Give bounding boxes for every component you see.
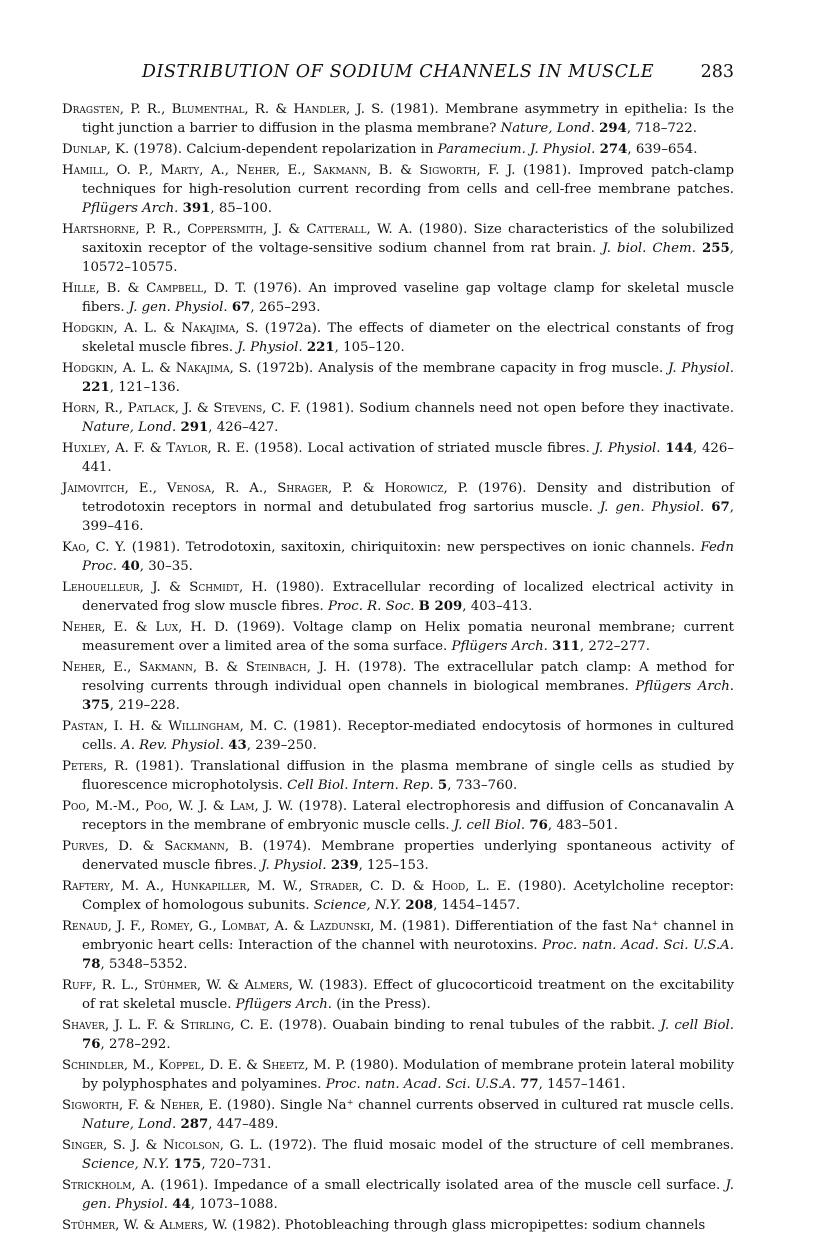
reference-year: (1981).: [128, 759, 191, 774]
reference-journal: Cell Biol. Intern. Rep.: [287, 778, 434, 793]
page-header: [62, 62, 734, 92]
reference-volume: 77: [520, 1077, 539, 1092]
reference-title: The effects of diameter on the electrical constants of frog skeletal muscle fibres.: [82, 321, 734, 355]
reference-pages: , 85–100.: [210, 201, 273, 216]
reference-entry: [62, 439, 734, 477]
reference-journal: Nature, Lond.: [82, 420, 177, 435]
reference-volume: 208: [405, 898, 434, 913]
reference-authors: Huxley, A. F. & Taylor, R. E.: [62, 441, 250, 456]
reference-year: (1972b).: [251, 361, 319, 376]
reference-title: Extracellular recording of localized electrical activity in denervated frog slow muscle fibres.: [82, 580, 734, 614]
reference-pages: , 483–501.: [547, 818, 618, 833]
reference-volume: 255: [702, 241, 730, 256]
reference-year: (1980).: [222, 1098, 280, 1113]
reference-journal: Nature, Lond.: [500, 121, 595, 136]
running-title: DISTRIBUTION OF SODIUM CHANNELS IN MUSCLE: [141, 62, 655, 82]
reference-pages: , 30–35.: [139, 559, 193, 574]
reference-pages: , 1454–1457.: [433, 898, 521, 913]
reference-journal: J. gen. Physiol.: [599, 500, 705, 515]
reference-title: Size characteristics of the solubilized saxitoxin receptor of the voltage-sensitive sodium channel from rat brain.: [82, 222, 734, 256]
reference-entry: [62, 1136, 734, 1174]
reference-journal: J. Physiol.: [261, 858, 327, 873]
reference-authors: Neher, E., Sakmann, B. & Steinbach, J. H.: [62, 660, 351, 675]
reference-title: Translational diffusion in the plasma membrane of single cells as studied by fluorescence microphotolysis.: [82, 759, 734, 793]
reference-title: Membrane properties underlying spontaneous activity of denervated muscle fibres.: [82, 839, 734, 873]
reference-volume: 287: [180, 1117, 209, 1132]
reference-authors: Neher, E. & Lux, H. D.: [62, 620, 229, 635]
reference-title: The fluid mosaic model of the structure of cell membranes.: [322, 1138, 734, 1153]
reference-pages: (in the Press).: [332, 997, 431, 1012]
reference-volume: 78: [82, 957, 101, 972]
reference-volume: 221: [306, 340, 335, 355]
reference-authors: Horn, R., Patlack, J. & Stevens, C. F.: [62, 401, 302, 416]
reference-title: Impedance of a small electrically isolated area of the muscle cell surface.: [213, 1178, 726, 1193]
reference-entry: [62, 757, 734, 795]
reference-pages: , 5348–5352.: [100, 957, 188, 972]
reference-pages: , 733–760.: [447, 778, 518, 793]
reference-pages: , 10572–10575.: [82, 241, 734, 275]
reference-year: (1976).: [246, 281, 309, 296]
reference-title: Membrane asymmetry in epithelia: Is the tight junction a barrier to diffusion in the plasma membrane?: [82, 102, 734, 136]
reference-title: Voltage clamp on Helix pomatia neuronal membrane; current measurement over a limited area of the soma surface.: [82, 620, 734, 654]
reference-authors: Poo, M.-M., Poo, W. J. & Lam, J. W.: [62, 799, 294, 814]
reference-journal: Fedn Proc.: [82, 540, 734, 574]
reference-title: Lateral electrophoresis and diffusion of Concanavalin A receptors in the membrane of embryonic muscle cells.: [82, 799, 734, 833]
reference-pages: , 403–413.: [462, 599, 533, 614]
reference-entry: [62, 279, 734, 317]
reference-entry: [62, 1216, 734, 1235]
reference-journal: Proc. R. Soc.: [327, 599, 415, 614]
reference-volume: 76: [529, 818, 548, 833]
reference-pages: , 426–441.: [82, 441, 734, 475]
reference-journal: J. Physiol.: [237, 340, 303, 355]
reference-entry: [62, 100, 734, 138]
reference-journal: J. Physiol.: [668, 361, 734, 376]
reference-year: (1969).: [228, 620, 294, 635]
reference-authors: Singer, S. J. & Nicolson, G. L.: [62, 1138, 263, 1153]
reference-entry: [62, 319, 734, 357]
reference-pages: , 239–250.: [246, 738, 317, 753]
reference-year: (1981).: [287, 719, 348, 734]
reference-volume: 294: [599, 121, 627, 136]
reference-authors: Hodgkin, A. L. & Nakajima, S.: [62, 361, 252, 376]
reference-volume: 144: [665, 441, 693, 456]
reference-volume: 375: [82, 698, 110, 713]
reference-year: (1978).: [293, 799, 353, 814]
reference-entry: [62, 399, 734, 437]
reference-title: Receptor-mediated endocytosis of hormones in cultured cells.: [82, 719, 734, 753]
reference-title: Modulation of membrane protein lateral mobility by polyphosphates and polyamines.: [82, 1058, 734, 1092]
reference-title: An improved vaseline gap voltage clamp for skeletal muscle fibers.: [82, 281, 735, 315]
reference-entry: [62, 538, 734, 576]
reference-journal: Pflügers Arch.: [82, 201, 179, 216]
reference-volume: B 209: [418, 599, 463, 614]
reference-authors: Lehouelleur, J. & Schmidt, H.: [62, 580, 268, 595]
reference-pages: , 121–136.: [109, 380, 180, 395]
reference-journal: Proc. natn. Acad. Sci. U.S.A.: [325, 1077, 516, 1092]
reference-authors: Jaimovitch, E., Venosa, R. A., Shrager, P. & Horowicz, P.: [62, 481, 469, 496]
reference-title: Ouabain binding to renal tubules of the rabbit.: [332, 1018, 661, 1033]
reference-volume: 274: [599, 142, 628, 157]
reference-pages: , 265–293.: [250, 300, 321, 315]
reference-entry: [62, 618, 734, 656]
reference-pages: , 125–153.: [358, 858, 429, 873]
reference-title: The extracellular patch clamp: A method for resolving currents through individual open channels in biological membranes.: [82, 660, 734, 694]
reference-title: Analysis of the membrane capacity in frog muscle.: [318, 361, 669, 376]
reference-year: (1980).: [412, 222, 474, 237]
reference-volume: 76: [82, 1037, 101, 1052]
reference-entry: [62, 1176, 734, 1214]
reference-volume: 43: [228, 738, 247, 753]
reference-year: (1978).: [350, 660, 415, 675]
reference-entry: [62, 479, 734, 536]
reference-volume: 291: [180, 420, 209, 435]
reference-year: (1981).: [384, 102, 445, 117]
reference-pages: , 718–722.: [626, 121, 697, 136]
reference-pages: , 720–731.: [201, 1157, 272, 1172]
reference-year: (1978).: [129, 142, 187, 157]
reference-year: (1978).: [273, 1018, 333, 1033]
reference-year: (1981).: [126, 540, 186, 555]
reference-authors: Shaver, J. L. F. & Stirling, C. E.: [62, 1018, 274, 1033]
reference-entry: [62, 717, 734, 755]
reference-title: Differentiation of the fast Na⁺ channel in embryonic heart cells: Interaction of the channel with neurotoxins.: [82, 919, 734, 953]
reference-year: (1972a).: [258, 321, 328, 336]
reference-entry: [62, 220, 734, 277]
reference-pages: , 1457–1461.: [538, 1077, 626, 1092]
reference-entry: [62, 161, 734, 218]
reference-authors: Raftery, M. A., Hunkapiller, M. W., Strader, C. D. & Hood, L. E.: [62, 879, 511, 894]
reference-entry: [62, 658, 734, 715]
reference-title: Calcium-dependent repolarization in: [186, 142, 438, 157]
reference-volume: 175: [173, 1157, 202, 1172]
reference-year: (1980).: [267, 580, 333, 595]
page-number: 283: [700, 62, 734, 82]
reference-journal: Science, N.Y.: [313, 898, 402, 913]
reference-volume: 67: [231, 300, 251, 315]
reference-authors: Dragsten, P. R., Blumenthal, R. & Handler, J. S.: [62, 102, 385, 117]
reference-year: (1974).: [252, 839, 322, 854]
reference-authors: Sigworth, F. & Neher, E.: [62, 1098, 223, 1113]
reference-entry: [62, 359, 734, 397]
reference-entry: [62, 1056, 734, 1094]
reference-title: Improved patch-clamp techniques for high-resolution current recording from cells and cell-free membrane patches.: [82, 163, 734, 197]
reference-entry: [62, 837, 734, 875]
reference-year: (1980).: [345, 1058, 403, 1073]
reference-authors: Pastan, I. H. & Willingham, M. C.: [62, 719, 288, 734]
reference-journal: Proc. natn. Acad. Sci. U.S.A.: [542, 938, 734, 953]
reference-authors: Ruff, R. L., Stühmer, W. & Almers, W.: [62, 978, 314, 993]
reference-volume: 67: [711, 500, 730, 515]
reference-pages: , 105–120.: [334, 340, 405, 355]
reference-journal: J. cell Biol.: [453, 818, 526, 833]
reference-volume: 221: [82, 380, 110, 395]
reference-authors: Schindler, M., Koppel, D. E. & Sheetz, M. P.: [62, 1058, 346, 1073]
reference-volume: 5: [437, 778, 448, 793]
reference-pages: , 426–427.: [208, 420, 279, 435]
reference-pages: , 447–489.: [208, 1117, 279, 1132]
reference-journal: Science, N.Y.: [82, 1157, 170, 1172]
reference-entry: [62, 1016, 734, 1054]
reference-pages: , 219–228.: [109, 698, 180, 713]
reference-entry: [62, 140, 734, 159]
reference-entry: [62, 917, 734, 974]
reference-pages: , 1073–1088.: [190, 1197, 278, 1212]
reference-journal: J. gen. Physiol.: [128, 300, 228, 315]
reference-journal: J. Physiol.: [594, 441, 661, 456]
reference-authors: Hartshorne, P. R., Coppersmith, J. & Catterall, W. A.: [62, 222, 413, 237]
reference-journal: Pflügers Arch.: [235, 997, 333, 1012]
reference-journal: A. Rev. Physiol.: [121, 738, 225, 753]
reference-pages: , 399–416.: [82, 500, 734, 534]
reference-authors: Peters, R.: [62, 759, 129, 774]
reference-volume: 40: [121, 559, 140, 574]
reference-entry: [62, 797, 734, 835]
reference-year: (1961).: [154, 1178, 214, 1193]
reference-authors: Renaud, J. F., Romey, G., Lombat, A. & Lazdunski, M.: [62, 919, 397, 934]
reference-authors: Kao, C. Y.: [62, 540, 127, 555]
reference-list: [62, 100, 734, 1237]
reference-entry: [62, 578, 734, 616]
reference-year: (1983).: [313, 978, 373, 993]
reference-journal: J. biol. Chem.: [602, 241, 696, 256]
reference-journal: J. cell Biol.: [660, 1018, 734, 1033]
reference-authors: Hille, B. & Campbell, D. T.: [62, 281, 247, 296]
reference-title: Sodium channels need not open before they inactivate.: [358, 401, 734, 416]
reference-journal: Pflügers Arch.: [635, 679, 734, 694]
reference-year: (1980).: [510, 879, 574, 894]
reference-title: Local activation of striated muscle fibres.: [307, 441, 595, 456]
reference-year: (1976).: [468, 481, 537, 496]
reference-volume: 239: [330, 858, 359, 873]
reference-year: (1958).: [249, 441, 308, 456]
reference-journal: Paramecium. J. Physiol.: [437, 142, 596, 157]
reference-year: (1981).: [301, 401, 359, 416]
reference-title: Effect of glucocorticoid treatment on the excitability of rat skeletal muscle.: [82, 978, 734, 1012]
reference-entry: [62, 1096, 734, 1134]
reference-year: (1981).: [397, 919, 455, 934]
reference-entry: [62, 976, 734, 1014]
reference-journal: Pflügers Arch.: [451, 639, 548, 654]
reference-authors: Stühmer, W. & Almers, W.: [62, 1218, 228, 1233]
reference-entry: [62, 877, 734, 915]
reference-volume: 44: [172, 1197, 191, 1212]
reference-title: Single Na⁺ channel currents observed in cultured rat muscle cells.: [279, 1098, 734, 1113]
reference-title: Acetylcholine receptor: Complex of homologous subunits.: [82, 879, 734, 913]
reference-authors: Purves, D. & Sackmann, B.: [62, 839, 253, 854]
reference-authors: Dunlap, K.: [62, 142, 130, 157]
reference-title: Density and distribution of tetrodotoxin receptors in normal and detubulated frog sartorius muscle.: [82, 481, 734, 515]
reference-year: (1982).: [227, 1218, 285, 1233]
reference-pages: , 272–277.: [579, 639, 650, 654]
reference-volume: 311: [552, 639, 580, 654]
reference-volume: 391: [182, 201, 211, 216]
reference-authors: Hodgkin, A. L. & Nakajima, S.: [62, 321, 259, 336]
reference-year: (1981).: [515, 163, 579, 178]
reference-title: Photobleaching through glass micropipettes: sodium channels: [284, 1218, 706, 1233]
reference-journal: Nature, Lond.: [82, 1117, 177, 1132]
reference-pages: , 639–654.: [627, 142, 698, 157]
reference-authors: Strickholm, A.: [62, 1178, 155, 1193]
reference-authors: Hamill, O. P., Marty, A., Neher, E., Sakmann, B. & Sigworth, F. J.: [62, 163, 516, 178]
reference-journal: J. gen. Physiol.: [82, 1178, 734, 1212]
reference-title: Tetrodotoxin, saxitoxin, chiriquitoxin: new perspectives on ionic channels.: [185, 540, 701, 555]
reference-year: (1972).: [262, 1138, 323, 1153]
reference-pages: , 278–292.: [100, 1037, 171, 1052]
